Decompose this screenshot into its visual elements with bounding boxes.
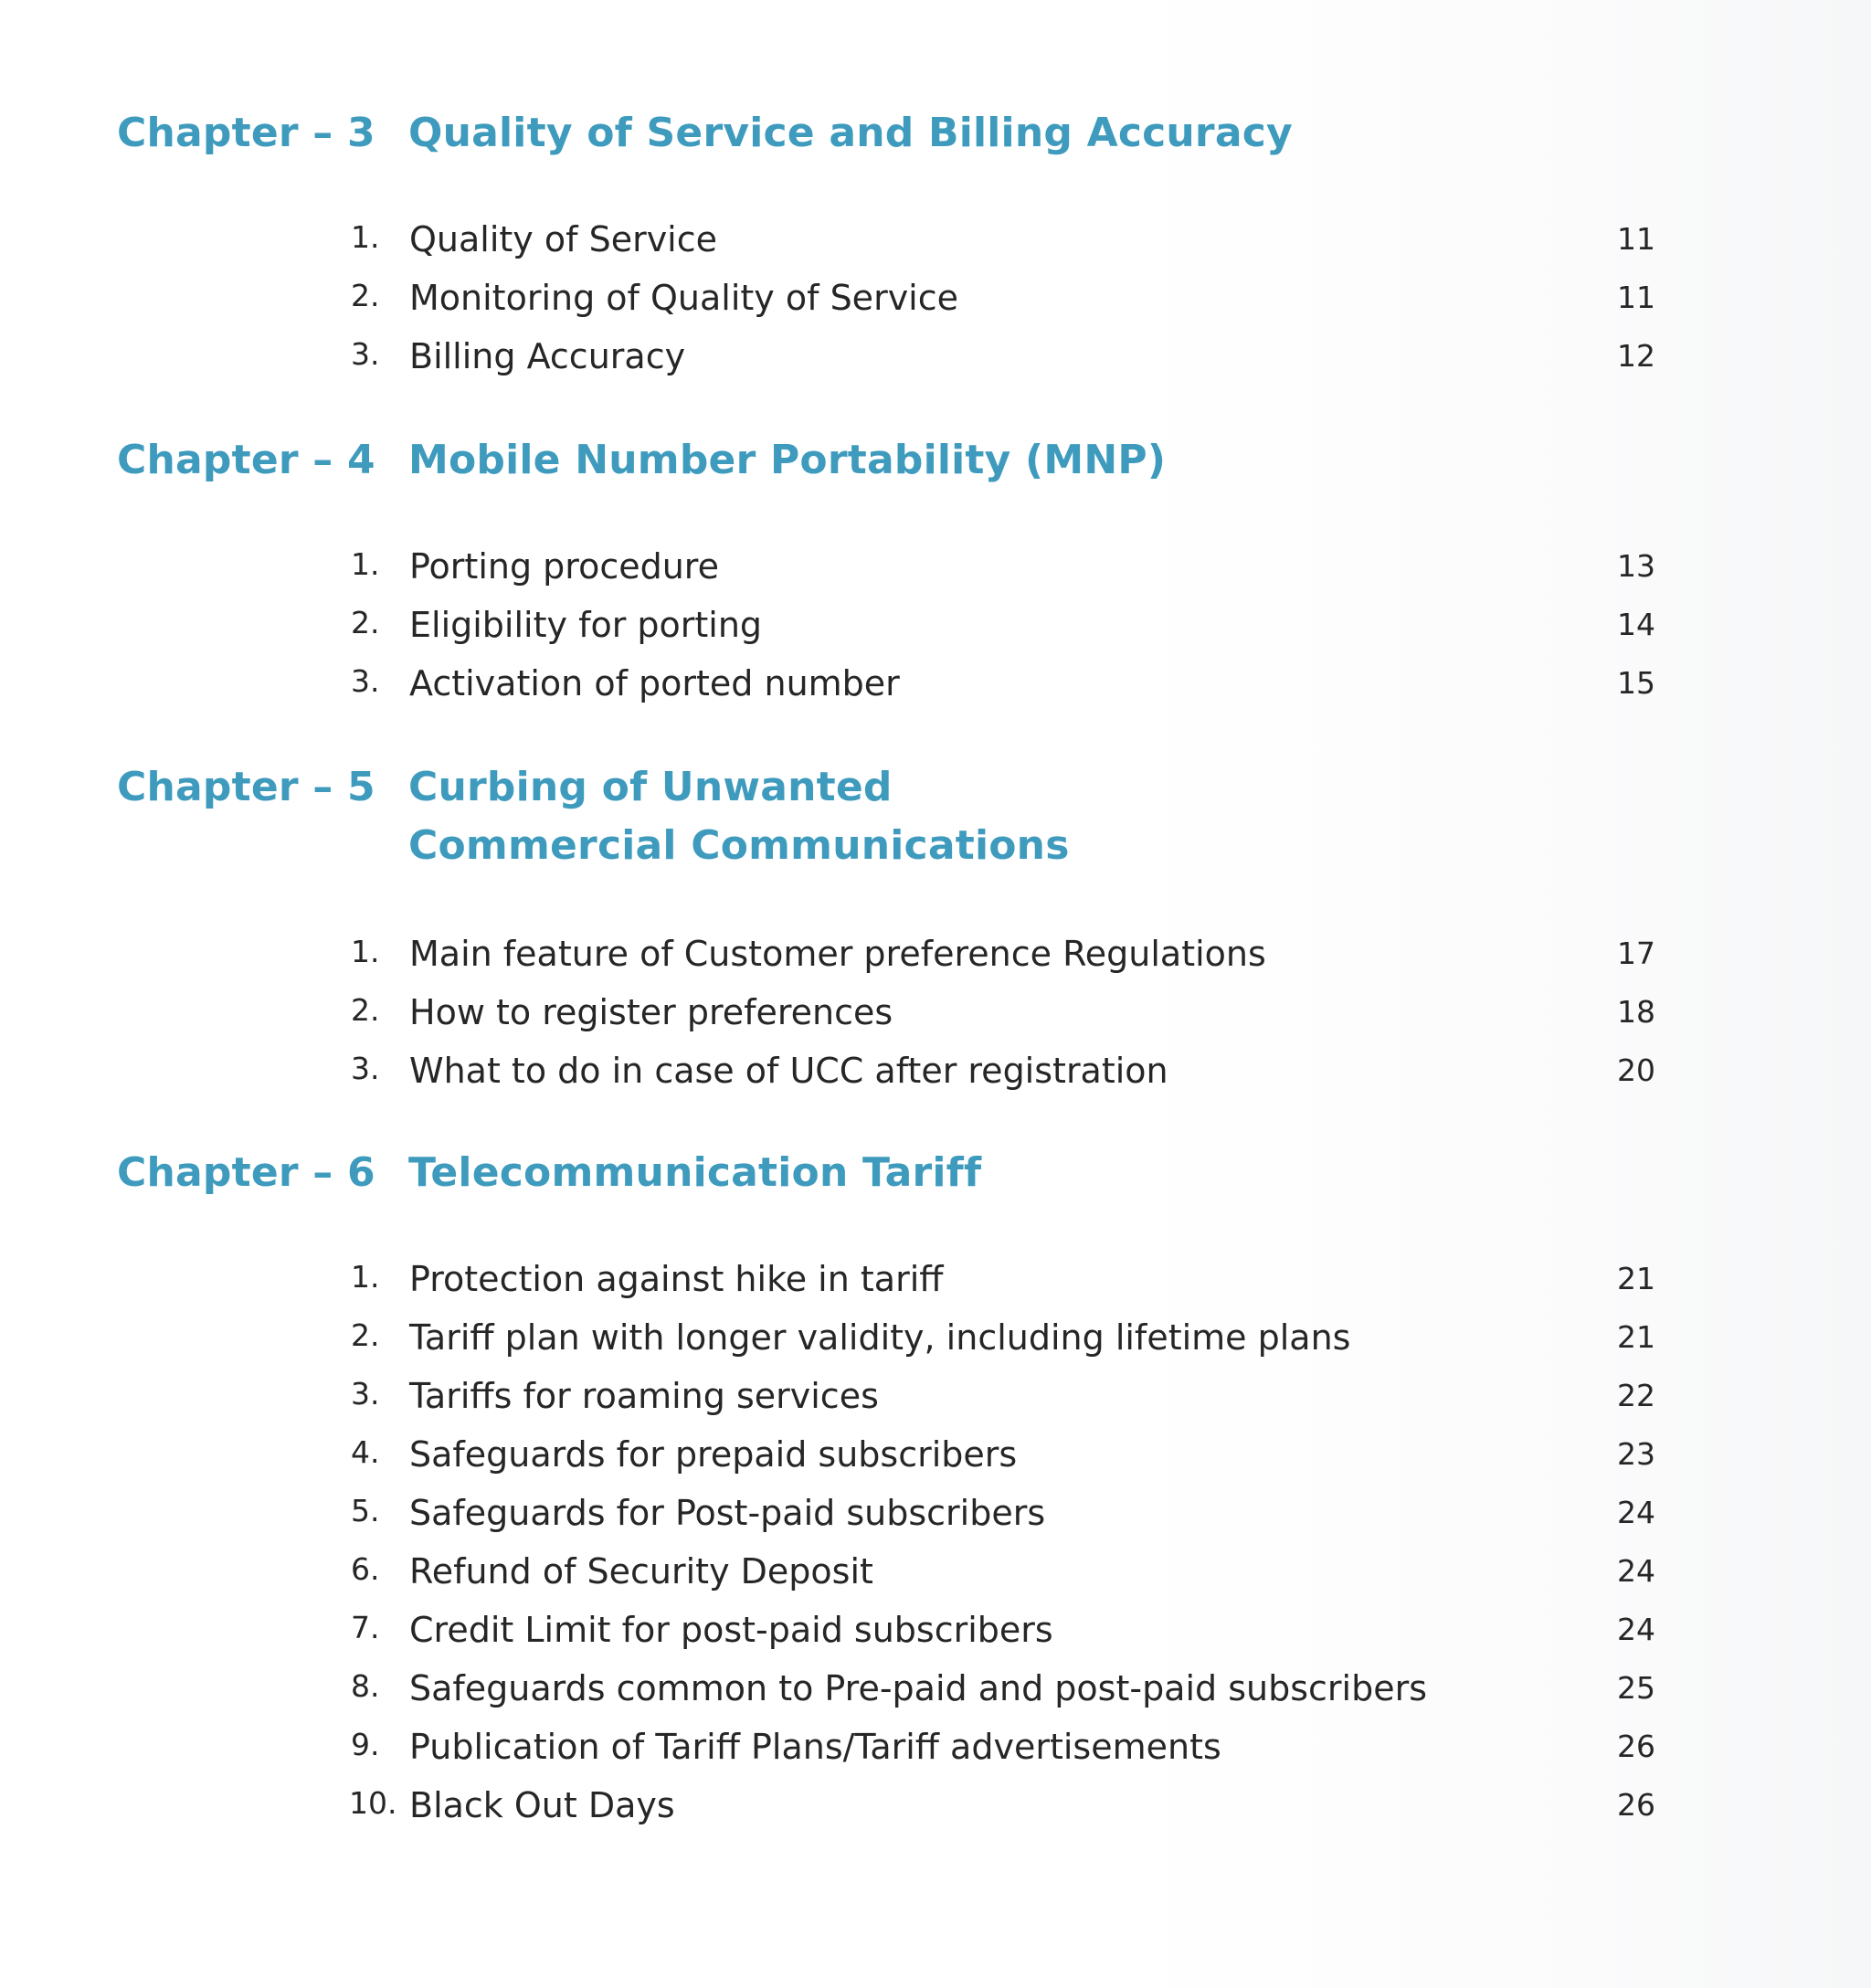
entry-number: 4. — [351, 1434, 380, 1470]
toc-entry[interactable] — [0, 336, 1871, 395]
entry-page-number: 26 — [1617, 1787, 1655, 1823]
entry-page-number: 21 — [1617, 1319, 1655, 1355]
entry-page-number: 20 — [1617, 1052, 1655, 1088]
entry-page-number: 11 — [1617, 280, 1655, 315]
toc-entry[interactable] — [0, 1610, 1871, 1668]
entry-number: 1. — [351, 546, 380, 582]
entry-page-number: 13 — [1617, 548, 1655, 584]
entry-title: Safeguards for prepaid subscribers — [409, 1434, 1018, 1475]
entry-page-number: 14 — [1617, 607, 1655, 642]
chapter-label: Chapter – 3 — [117, 110, 375, 156]
entry-number: 3. — [351, 1376, 380, 1412]
chapter-items-list — [0, 1259, 1871, 1844]
entry-number: 2. — [351, 992, 380, 1028]
entry-number: 5. — [351, 1493, 380, 1528]
toc-entry[interactable] — [0, 219, 1871, 278]
chapter-title: Telecommunication Tariff — [408, 1149, 982, 1196]
chapter-items-list — [0, 546, 1871, 722]
entry-number: 10. — [349, 1785, 397, 1821]
chapter-title: Mobile Number Portability (MNP) — [408, 437, 1167, 483]
entry-page-number: 24 — [1617, 1495, 1655, 1530]
entry-page-number: 26 — [1617, 1729, 1655, 1764]
entry-number: 3. — [351, 663, 380, 699]
chapter-label: Chapter – 6 — [117, 1149, 375, 1196]
toc-entry[interactable] — [0, 1051, 1871, 1109]
entry-title: Main feature of Customer preference Regulations — [409, 934, 1266, 974]
toc-entry[interactable] — [0, 1434, 1871, 1493]
entry-title: What to do in case of UCC after registration — [409, 1051, 1168, 1091]
entry-page-number: 24 — [1617, 1612, 1655, 1647]
entry-page-number: 15 — [1617, 665, 1655, 701]
toc-entry[interactable] — [0, 1727, 1871, 1785]
entry-title: Refund of Security Deposit — [409, 1551, 873, 1591]
toc-entry[interactable] — [0, 1376, 1871, 1434]
chapter-label: Chapter – 4 — [117, 437, 375, 483]
entry-number: 6. — [351, 1551, 380, 1587]
chapter-items-list — [0, 219, 1871, 395]
entry-title: Publication of Tariff Plans/Tariff advertisements — [409, 1727, 1221, 1767]
toc-entry[interactable] — [0, 992, 1871, 1051]
entry-page-number: 24 — [1617, 1553, 1655, 1589]
toc-entry[interactable] — [0, 663, 1871, 722]
entry-title: Protection against hike in tariff — [409, 1259, 944, 1299]
entry-number: 3. — [351, 336, 380, 372]
entry-title: Tariff plan with longer validity, including lifetime plans — [409, 1317, 1351, 1358]
toc-entry[interactable] — [0, 1493, 1871, 1551]
entry-number: 8. — [351, 1668, 380, 1704]
toc-entry[interactable] — [0, 278, 1871, 336]
entry-title: Quality of Service — [409, 219, 718, 259]
entry-page-number: 17 — [1617, 936, 1655, 971]
entry-page-number: 18 — [1617, 994, 1655, 1030]
toc-entry[interactable] — [0, 1259, 1871, 1317]
toc-entry[interactable] — [0, 546, 1871, 605]
entry-number: 2. — [351, 278, 380, 313]
entry-number: 2. — [351, 1317, 380, 1353]
entry-page-number: 21 — [1617, 1261, 1655, 1296]
entry-number: 1. — [351, 1259, 380, 1295]
entry-page-number: 12 — [1617, 338, 1655, 374]
entry-title: Activation of ported number — [409, 663, 900, 703]
entry-page-number: 11 — [1617, 221, 1655, 257]
entry-title: Tariffs for roaming services — [409, 1376, 879, 1416]
entry-title: Eligibility for porting — [409, 605, 763, 645]
entry-title: Credit Limit for post-paid subscribers — [409, 1610, 1053, 1650]
entry-title: Porting procedure — [409, 546, 719, 587]
entry-title: How to register preferences — [409, 992, 893, 1032]
entry-number: 1. — [351, 934, 380, 969]
entry-number: 2. — [351, 605, 380, 640]
entry-page-number: 23 — [1617, 1436, 1655, 1472]
entry-number: 7. — [351, 1610, 380, 1645]
toc-entry[interactable] — [0, 1785, 1871, 1844]
entry-title: Safeguards for Post-paid subscribers — [409, 1493, 1046, 1533]
entry-title: Safeguards common to Pre-paid and post-paid subscribers — [409, 1668, 1428, 1708]
entry-page-number: 22 — [1617, 1378, 1655, 1413]
toc-entry[interactable] — [0, 605, 1871, 663]
toc-entry[interactable] — [0, 1317, 1871, 1376]
chapter-title: Quality of Service and Billing Accuracy — [408, 110, 1293, 156]
toc-entry[interactable] — [0, 1551, 1871, 1610]
entry-number: 3. — [351, 1051, 380, 1086]
entry-number: 9. — [351, 1727, 380, 1762]
entry-title: Billing Accuracy — [409, 336, 686, 376]
entry-title: Monitoring of Quality of Service — [409, 278, 959, 318]
entry-number: 1. — [351, 219, 380, 255]
chapter-label: Chapter – 5 — [117, 764, 375, 810]
entry-page-number: 25 — [1617, 1670, 1655, 1706]
entry-title: Black Out Days — [409, 1785, 675, 1825]
chapter-title: Curbing of Unwanted Commercial Communications — [408, 764, 1070, 869]
toc-entry[interactable] — [0, 1668, 1871, 1727]
toc-entry[interactable] — [0, 934, 1871, 992]
chapter-items-list — [0, 934, 1871, 1109]
